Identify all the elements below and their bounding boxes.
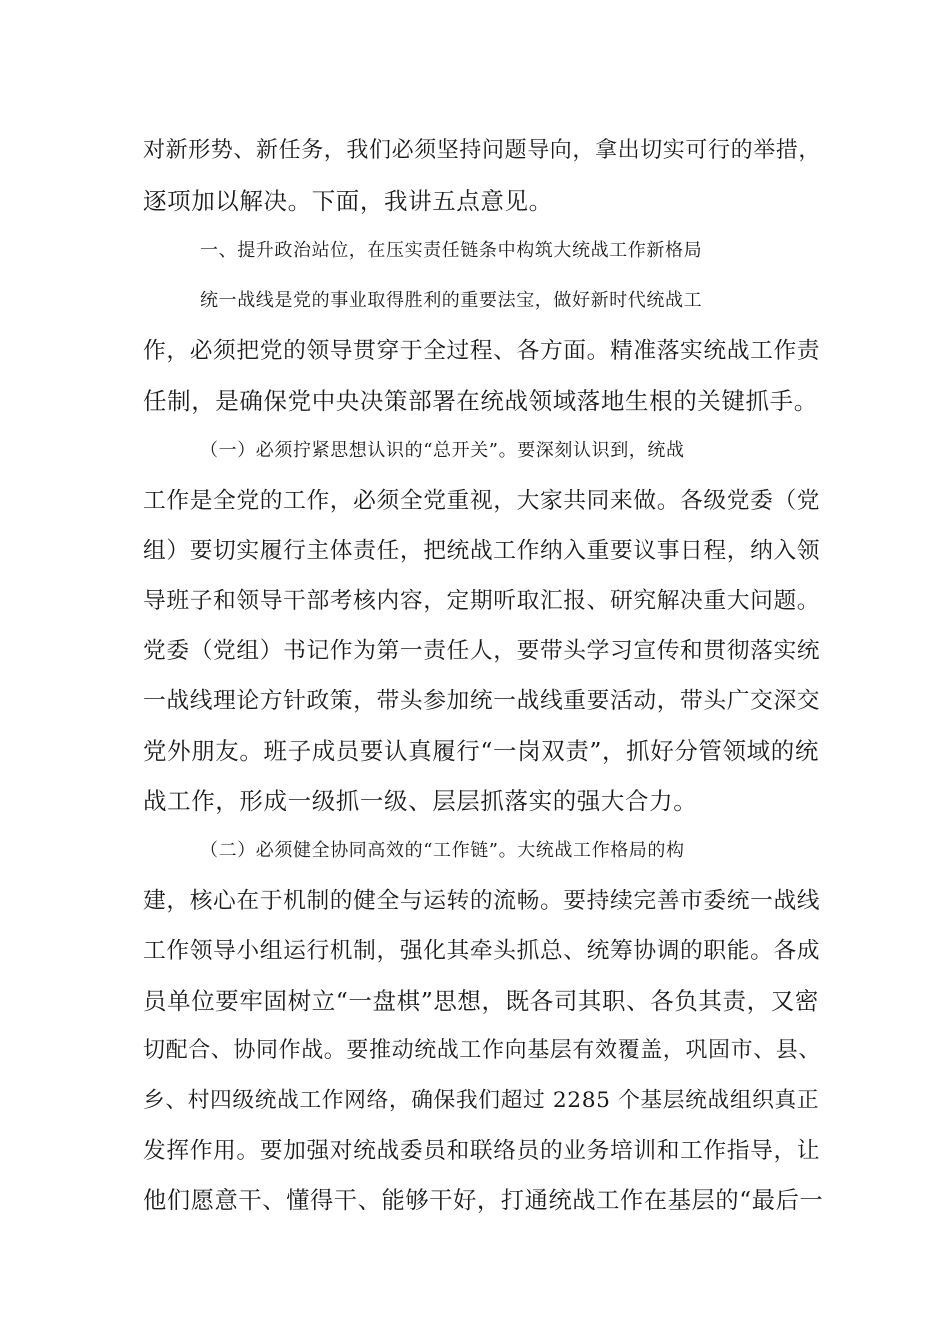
paragraph-first-line: （一）必须拧紧思想认识的“总开关”。要深刻认识到，统战 bbox=[200, 440, 685, 461]
text-line: 他们愿意干、懂得干、能够干好，打通统战工作在基层的“最后一 bbox=[143, 1187, 824, 1214]
text-line: 党委（党组）书记作为第一责任人，要带头学习宣传和贯彻落实统 bbox=[143, 638, 821, 664]
text-line: 一战线理论方针政策，带头参加统一战线重要活动，带头广交深交 bbox=[143, 688, 821, 714]
text-line: 切配合、协同作战。要推动统战工作向基层有效覆盖，巩固市、县、 bbox=[143, 1038, 822, 1063]
paragraph-first-line: （二）必须健全协同高效的“工作链”。大统战工作格局的构 bbox=[200, 840, 685, 861]
text-line: 发挥作用。要加强对统战委员和联络员的业务培训和工作指导，让 bbox=[143, 1138, 821, 1164]
text-line: 战工作，形成一级抓一级、层层抓落实的强大合力。 bbox=[143, 787, 698, 815]
text-line: 对新形势、新任务，我们必须坚持问题导向，拿出切实可行的举措， bbox=[143, 138, 822, 163]
text-line: 党外朋友。班子成员要认真履行“一岗双责”，抓好分管领域的统 bbox=[143, 737, 819, 765]
section-heading: 一、提升政治站位，在压实责任链条中构筑大统战工作新格局 bbox=[200, 240, 703, 261]
text-line: 任制，是确保党中央决策部署在统战领域落地生根的关键抓手。 bbox=[143, 387, 818, 415]
text-line: 逐项加以解决。下面，我讲五点意见。 bbox=[143, 187, 553, 215]
text-line: 乡、村四级统战工作网络，确保我们超过 2285 个基层统战组织真正 bbox=[143, 1088, 820, 1113]
text-line: 作，必须把党的领导贯穿于全过程、各方面。精准落实统战工作责 bbox=[143, 338, 821, 364]
text-line: 员单位要牢固树立“一盘棋”思想，既各司其职、各负其责，又密 bbox=[143, 987, 819, 1015]
text-line: 建，核心在于机制的健全与运转的流畅。要持续完善市委统一战线 bbox=[143, 888, 821, 914]
text-line: 工作是全党的工作，必须全党重视，大家共同来做。各级党委（党 bbox=[143, 488, 821, 514]
text-line: 导班子和领导干部考核内容，定期听取汇报、研究解决重大问题。 bbox=[143, 588, 821, 614]
text-line: 组）要切实履行主体责任，把统战工作纳入重要议事日程，纳入领 bbox=[143, 538, 821, 564]
paragraph-first-line: 统一战线是党的事业取得胜利的重要法宝，做好新时代统战工 bbox=[200, 290, 703, 311]
text-line: 工作领导小组运行机制，强化其牵头抓总、统筹协调的职能。各成 bbox=[143, 938, 821, 964]
